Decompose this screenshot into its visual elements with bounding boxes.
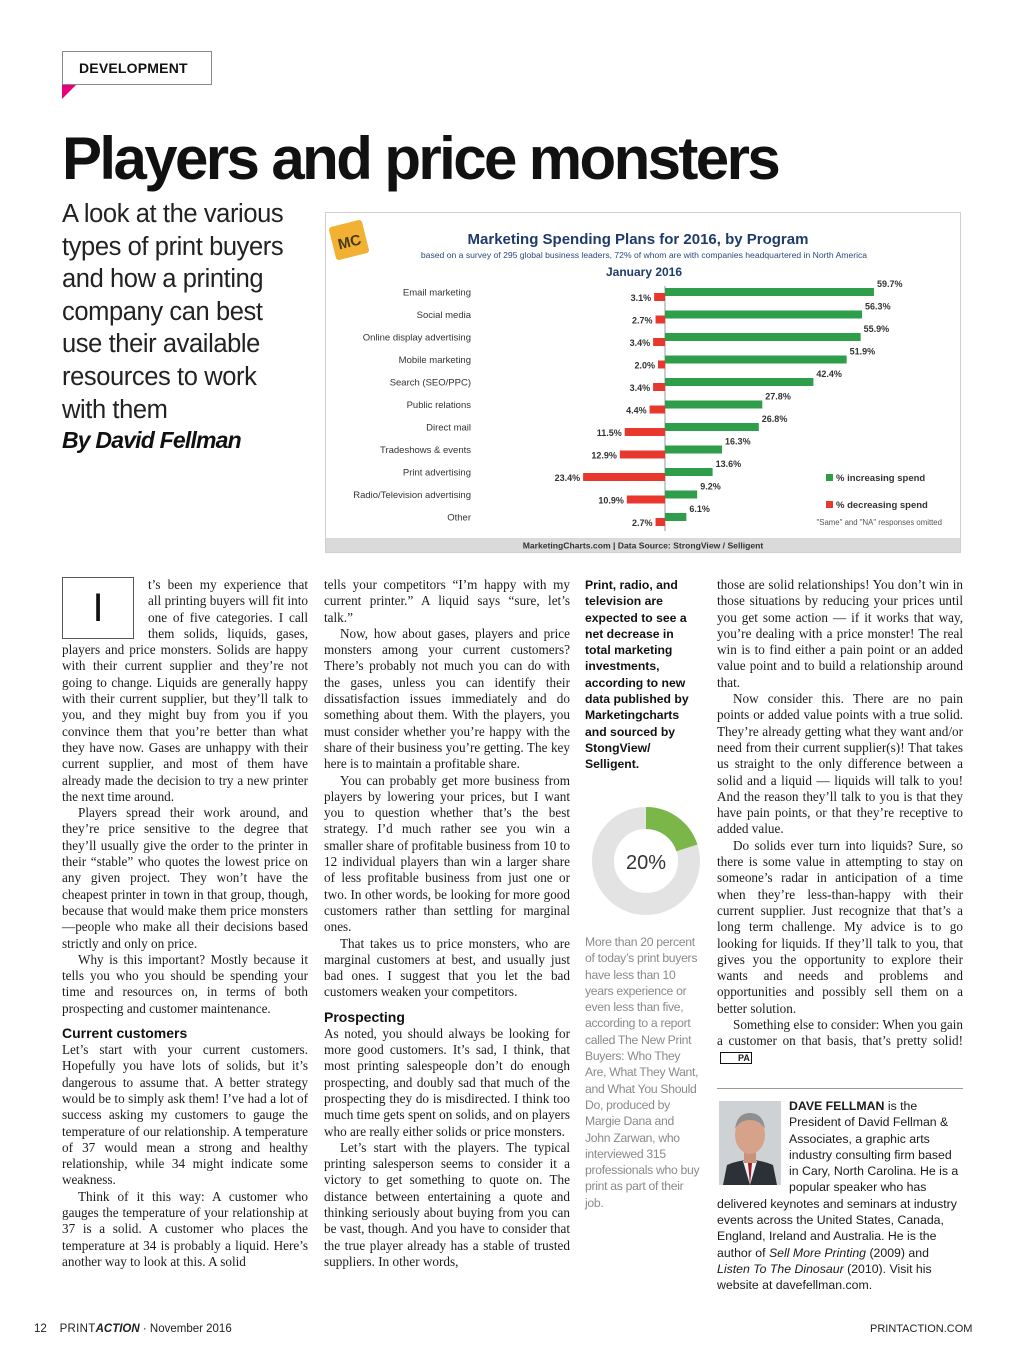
bio-line-text: (2009) and <box>866 1245 929 1260</box>
mc-logo-text: MC <box>336 231 363 254</box>
subhead-current-customers: Current customers <box>62 1025 188 1042</box>
chart-data-label-decreasing: 10.9% <box>598 495 624 506</box>
bio-line-text: (2010). Visit his <box>843 1261 932 1276</box>
end-of-article-mark: PA <box>720 1052 752 1064</box>
deck-line: use their available <box>62 330 260 359</box>
page-number: 12 <box>34 1323 47 1335</box>
deck-line: A look at the various <box>62 200 284 228</box>
chart-source: MarketingCharts.com | Data Source: StrongView / Selligent <box>522 540 764 551</box>
bio-line: popular speaker who has <box>789 1180 927 1195</box>
chart-data-label-increasing: 42.4% <box>816 369 842 379</box>
byline: By David Fellman <box>62 427 241 453</box>
chart-date: January 2016 <box>605 265 683 279</box>
chart-data-label-decreasing: 2.7% <box>632 315 653 326</box>
chart-bar-increasing <box>665 491 697 499</box>
bio-line: industry consulting firm based <box>789 1147 952 1162</box>
chart-data-label-increasing: 59.7% <box>876 279 903 289</box>
deck-line: types of print buyers <box>62 232 284 261</box>
pull-quote-line: expected to see a <box>585 610 687 625</box>
donut-caption-line: interviewed 315 <box>585 1146 666 1161</box>
author-bio <box>717 1098 967 1294</box>
chart-bar-increasing <box>665 513 686 521</box>
chart-bar-increasing <box>665 288 874 296</box>
chart-bar-decreasing <box>627 496 665 504</box>
dropcap: I <box>62 577 134 639</box>
chart-category-label: Public relations <box>406 400 471 411</box>
pull-quote-line: and sourced by <box>585 724 676 739</box>
chart-category-label: Email marketing <box>402 287 471 299</box>
chart-data-label-increasing: 6.1% <box>689 504 710 514</box>
paragraph: those are solid relationships! You don’t win in those situations by reducing your prices until you get some action — if it works that way, you’re dealing with a price monster! The real win is to find either a pain point or an added value point and to build a relationship around that. <box>717 577 963 690</box>
bio-line: in Cary, North Carolina. He is a <box>789 1164 959 1179</box>
paragraph: As noted, you should always be looking for more good customers. It’s sad, I think, that most printing salespeople don’t do enough prospecting, and doubly sad that much of the prospecting they do is misdirected. I think too much time gets spent on solids, and on players who are really either solids or price monsters. <box>324 1025 570 1139</box>
chart-data-label-increasing: 56.3% <box>865 301 891 312</box>
marketing-spending-chart <box>325 212 961 553</box>
donut-caption-line: John Zarwan, who <box>585 1130 680 1145</box>
section-tag <box>62 51 212 85</box>
donut-label: 20% <box>625 852 667 874</box>
chart-bar-decreasing <box>650 406 665 414</box>
chart-legend <box>817 473 943 527</box>
chart-bar-increasing <box>665 423 759 431</box>
article-column-1 <box>62 577 308 1270</box>
donut-caption-line: Are, What They Want, <box>585 1065 699 1080</box>
chart-category-label: Other <box>447 512 471 524</box>
donut-caption-line: job. <box>585 1195 604 1210</box>
chart-subtitle: based on a survey of 295 global business leaders, 72% of whom are with companies headquartered in North America <box>420 250 868 260</box>
section-tag-flag <box>62 85 76 99</box>
bio-book-title: Listen To The Dinosaur <box>717 1261 844 1276</box>
paragraph: tells your competitors “I’m happy with my current printer.” A liquid says “sure, let’s talk.” <box>324 577 570 625</box>
donut-caption-line: called The New Print <box>585 1032 692 1047</box>
headline: Players and price monsters <box>62 125 779 192</box>
chart-bar-decreasing <box>653 338 665 346</box>
section-label: DEVELOPMENT <box>79 60 188 76</box>
pull-quote-line: investments, <box>585 659 660 674</box>
chart-data-label-increasing: 9.2% <box>700 481 721 492</box>
chart-category-label: Mobile marketing <box>398 355 471 366</box>
paragraph: Now consider this. There are no pain points or added value points with a true solid. They’re already getting what they want and/or need from their current supplier(s)! That takes us straight to the only difference between a solid and a liquid — liquids will talk to you! And the reason they’ll talk to you is that they have pain points, or that they’re receptive to added value. <box>717 691 963 837</box>
paragraph: Why is this important? Mostly because it tells you who you should be spending your time and resources on, in terms of both prospecting and customer maintenance. <box>62 951 308 1016</box>
paragraph-text: Something else to consider: When you gain a customer on that basis, that’s pretty solid! <box>717 1017 963 1049</box>
pull-quote-line: data published by <box>585 692 689 707</box>
chart-category-label: Social media <box>416 310 471 321</box>
bio-line: website at davefellman.com. <box>717 1278 873 1293</box>
pull-quote-line: Marketingcharts <box>585 708 680 723</box>
legend-swatch-decreasing <box>826 501 833 508</box>
chart-category-label: Print advertising <box>402 467 471 479</box>
chart-data-label-decreasing: 4.4% <box>626 405 647 416</box>
chart-data-label-decreasing: 3.4% <box>629 383 651 393</box>
chart-data-label-increasing: 13.6% <box>715 459 742 469</box>
paragraph: You can probably get more business from players by lowering your prices, but I want you to question whether that’s the best strategy. I’d much rather see you win a smaller share of profitable business from 10 to 12 individual players than win a larger share of less profitable business from just one or two. In other words, be looking for more good customers rather than settling for marginal ones. <box>324 772 570 935</box>
chart-data-label-increasing: 27.8% <box>765 391 791 402</box>
chart-bar-decreasing <box>654 293 665 301</box>
chart-bar-increasing <box>665 356 847 364</box>
pull-quote-line: Print, radio, and <box>585 578 678 592</box>
chart-data-label-increasing: 16.3% <box>725 436 751 447</box>
pull-quote-line: Selligent. <box>585 757 640 772</box>
bio-line <box>717 1098 967 1114</box>
deck-line: with them <box>62 395 168 424</box>
footer-website: PRINTACTION.COM <box>870 1323 973 1335</box>
bio-line-text: is the <box>884 1099 918 1113</box>
magazine-name-action: ACTION <box>95 1323 140 1335</box>
paragraph: Now, how about gases, players and price monsters among your current customers? There’s probably not much you can do with the gases, unless you can identify their dissatisfaction issues immediately and do something about them. With the players, you must consider whether you’re happy with the share of their business you’re getting. The key here is to maintain a profitable share. <box>324 625 570 772</box>
chart-note: "Same" and "NA" responses omitted <box>816 518 942 527</box>
paragraph: Players spread their work around, and they’re price sensitive to the degree that they’ll usually give the order to the printer in their “stable” who quotes the lowest price on any given project. They won’t have the cheapest printer in town in that group, though, because that would make them price monsters—people who make all their decisions based strictly and only on price. <box>62 805 308 951</box>
subhead-prospecting: Prospecting <box>324 1008 405 1025</box>
bio-line: President of David Fellman & <box>789 1115 949 1130</box>
donut-caption-line: More than 20 percent <box>585 935 695 949</box>
article-column-4 <box>717 577 963 1066</box>
chart-bar-increasing <box>665 468 713 476</box>
donut-caption-line: and What You Should <box>585 1081 697 1096</box>
chart-bar-decreasing <box>656 316 665 324</box>
paragraph: Think of it this way: A customer who gauges the temperature of your relationship at 37 is a solid. A customer who places the temperature at 34 is probably a liquid. Here’s another way to look at this. A solid <box>62 1188 308 1269</box>
chart-bar-decreasing <box>656 518 665 526</box>
deck <box>62 198 324 426</box>
donut-caption-line: have less than 10 <box>585 967 676 982</box>
donut-caption-line: Do, produced by <box>585 1097 670 1112</box>
donut-caption-line: according to a report <box>585 1016 691 1031</box>
bio-line: Associates, a graphic arts <box>789 1131 930 1146</box>
chart-bar-decreasing <box>658 361 665 369</box>
paragraph: Do solids ever turn into liquids? Sure, so there is some value in attempting to stay on someone’s radar in anticipation of a time when they’re less-than-happy with their current supplier. Just recognize that that’s a long term challenge. My advice is to go looking for liquids. If they’ll talk to you, that gives you the opportunity to explore their wants and needs and problems and opportunities and possibly sell them on a better solution. <box>717 837 963 1016</box>
donut-caption-line: Margie Dana and <box>585 1114 674 1129</box>
pull-quote-line: net decrease in <box>585 626 674 641</box>
legend-swatch-increasing <box>826 474 833 481</box>
chart-data-label-decreasing: 12.9% <box>591 450 617 461</box>
chart-bar-decreasing <box>625 428 665 436</box>
deck-line: and how a printing <box>62 265 264 294</box>
donut-caption-line: print as part of their <box>585 1179 684 1194</box>
chart-bar-increasing <box>665 446 722 454</box>
donut-caption-line: years experience or <box>585 983 687 998</box>
chart-data-label-decreasing: 2.0% <box>634 360 655 371</box>
chart-category-label: Direct mail <box>426 422 471 434</box>
chart-data-label-decreasing: 3.1% <box>630 293 652 303</box>
chart-bar-increasing <box>665 311 862 319</box>
pull-quote-line: according to new <box>585 675 686 690</box>
deck-line: resources to work <box>62 362 257 391</box>
chart-data-label-increasing: 55.9% <box>863 324 890 334</box>
chart-bar-decreasing <box>653 383 665 391</box>
pull-quote <box>585 577 705 773</box>
chart-category-label: Search (SEO/PPC) <box>389 377 471 389</box>
chart-data-label-decreasing: 2.7% <box>632 518 653 528</box>
chart-data-label-increasing: 26.8% <box>761 414 788 424</box>
bio-line <box>717 1245 967 1261</box>
chart-data-label-decreasing: 3.4% <box>629 338 651 348</box>
legend-label-increasing: % increasing spend <box>836 473 926 484</box>
magazine-name-print: PRINT <box>59 1323 96 1335</box>
bio-line <box>717 1261 967 1277</box>
issue-date: · November 2016 <box>142 1323 232 1335</box>
paragraph: t’s been my experience that all printing buyers will fit into one of five categories. I call them solids, liquids, gases, players and price monsters. Solids are happy with their current supplier and they’re not going to change. Liquids are generally happy with their current supplier, but they’ll talk to you, and they might buy from you if you convince them that you’re better than what they have now. Gases are unhappy with their current supplier, and most of them have already made the decision to try a new printer the next time around. <box>62 577 308 804</box>
bio-line: delivered keynotes and seminars at industry <box>717 1196 957 1211</box>
bio-line: England, Ireland and Australia. He is the <box>717 1229 937 1244</box>
article-column-2 <box>324 577 570 1270</box>
donut-caption-line: professionals who buy <box>585 1163 700 1178</box>
chart-bar-increasing <box>665 401 762 409</box>
chart-bar-increasing <box>665 378 813 386</box>
pull-quote-line: television are <box>585 594 663 609</box>
bio-line-text: author of <box>717 1245 769 1260</box>
legend-label-decreasing: % decreasing spend <box>836 500 928 511</box>
pull-quote-line: StongView/ <box>585 740 651 755</box>
chart-svg <box>326 213 960 552</box>
donut-caption-line: Buyers: Who They <box>585 1049 681 1064</box>
chart-bar-increasing <box>665 333 861 341</box>
donut-chart <box>590 805 702 917</box>
bio-line: events across the United States, Canada, <box>717 1213 944 1228</box>
chart-category-label: Radio/Television advertising <box>353 490 471 501</box>
chart-category-label: Online display advertising <box>362 332 471 344</box>
chart-data-label-increasing: 51.9% <box>849 346 876 357</box>
paragraph: That takes us to price monsters, who are marginal customers at best, and usually just bad ones. I suggest that you let the bad customers weaken your competitors. <box>324 935 570 1000</box>
paragraph: Let’s start with the players. The typical printing salesperson seems to consider it a victory to get something to quote on. The distance between entertaining a quote and thinking seriously about buying from you can be vast, though. And you have to consider that the true player already has a stable of trusted suppliers. In other words, <box>324 1139 570 1269</box>
bio-divider <box>717 1088 963 1089</box>
chart-bar-decreasing <box>620 451 665 459</box>
bio-book-title: Sell More Printing <box>768 1245 867 1260</box>
paragraph: Let’s start with your current customers. Hopefully you have lots of solids, but it’s dangerous to assume that. A better strategy would be to simply ask them! I’ve had a lot of success asking my customers to gauge the temperature of our relationship. A temperature of 37 would mean a strong and healthy relationship, while 34 might indicate some weakness. <box>62 1042 308 1188</box>
chart-bar-decreasing <box>583 473 665 481</box>
chart-data-label-decreasing: 23.4% <box>554 473 581 483</box>
chart-data-label-decreasing: 11.5% <box>596 428 622 438</box>
donut-caption-line: of today’s print buyers <box>585 951 698 966</box>
pull-quote-line: total marketing <box>585 643 673 658</box>
deck-line: company can best <box>62 297 263 326</box>
bio-author-name: DAVE FELLMAN <box>789 1099 885 1113</box>
donut-caption-line: even less than five, <box>585 1000 684 1015</box>
chart-category-label: Tradeshows & events <box>380 445 471 456</box>
donut-caption <box>585 934 707 1211</box>
chart-title: Marketing Spending Plans for 2016, by Program <box>467 231 809 248</box>
footer-folio <box>34 1323 232 1335</box>
paragraph-last <box>717 1017 963 1066</box>
